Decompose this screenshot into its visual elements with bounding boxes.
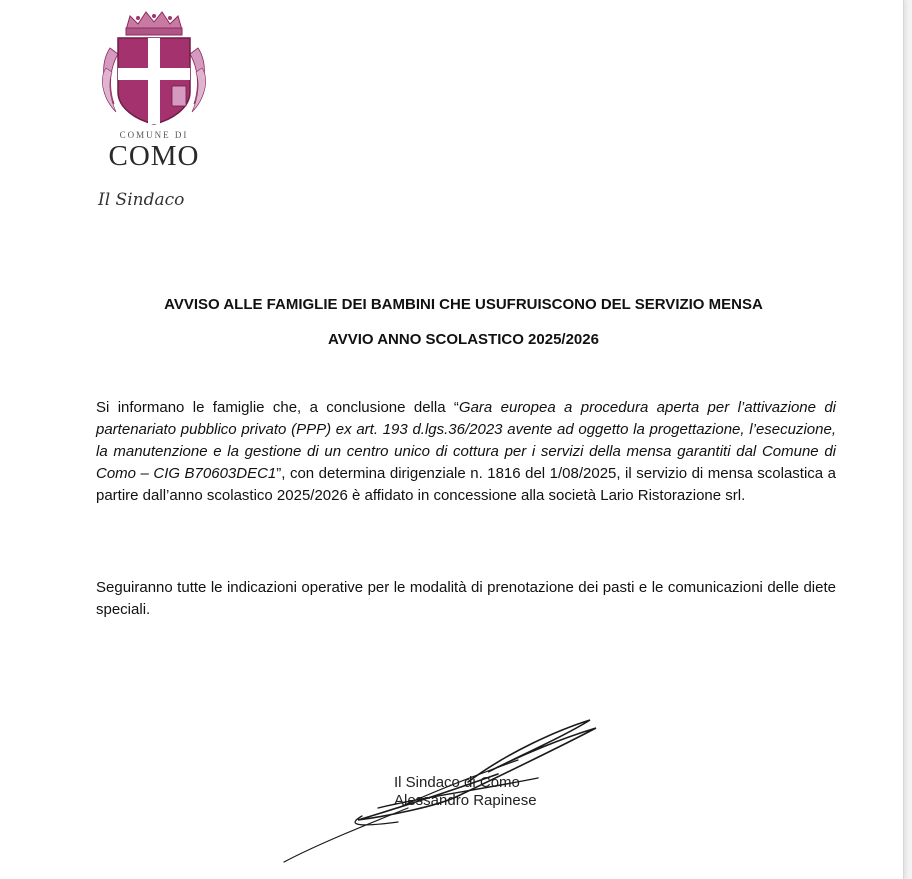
signatory-role: Il Sindaco di Como xyxy=(394,774,520,791)
paragraph-1-tender-title: Gara europea a procedura aperta per l’attivazione di partenariato pubblico privato (PPP) ex art. 193 d.lgs.36/2023 avente ad oggetto la progettazione, l’esecuzione, la manutenzione e la gestione di un centro unico di cottura per i servizi della mensa garantiti dal Comune di Como – CIG B70603DEC1 xyxy=(96,399,837,482)
paragraph-1-intro: Si informano le famiglie che, a conclusione della “ xyxy=(96,399,459,416)
paragraph-1-rest: ”, con determina dirigenziale n. 1816 del 1/08/2025, il servizio di mensa scolastica a partire dall’anno scolastico 2025/2026 è affidato in concessione alla società Lario Ristorazione srl. xyxy=(96,465,836,504)
notice-title: AVVISO ALLE FAMIGLIE DEI BAMBINI CHE USUFRUISCONO DEL SERVIZIO MENSA xyxy=(164,296,763,313)
comune-di-como-coat-of-arms-icon xyxy=(96,8,212,126)
signatory-name: Alessandro Rapinese xyxy=(394,792,537,809)
comune-di-label: COMUNE DI xyxy=(119,130,189,140)
notice-subtitle: AVVIO ANNO SCOLASTICO 2025/2026 xyxy=(328,331,599,348)
notice-paragraph-2: Seguiranno tutte le indicazioni operative per le modalità di prenotazione dei pasti e le comunicazioni delle diete speciali. xyxy=(96,579,836,618)
handwritten-signature xyxy=(278,712,608,867)
sindaco-label: Il Sindaco xyxy=(98,190,185,210)
como-label: COMO xyxy=(108,140,200,172)
notice-paragraph-1 xyxy=(96,397,836,507)
